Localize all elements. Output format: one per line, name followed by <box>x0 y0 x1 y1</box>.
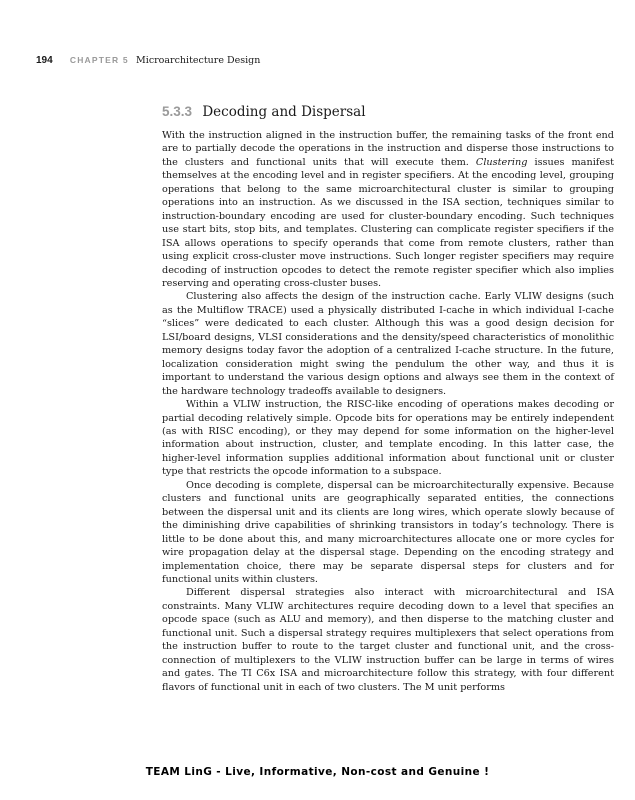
emphasis-clustering: Clustering <box>475 156 528 168</box>
chapter-label: CHAPTER 5 <box>69 55 129 65</box>
chapter-title: Microarchitecture Design <box>136 55 261 66</box>
paragraph-4: Once decoding is complete, dispersal can be microarchitecturally expensive. Because clusters and functional units are geographically separated entities, the connections between the dispersal unit and its clients are long wires, which operate slowly because of the diminishing drive capabilities of shrinking transistors in today’s technology. There is little to be done about this, and many microarchitectures allocate one or more cycles for wire propagation delay at the dispersal stage. Depending on the encoding strategy and implementation choice, there may be separate dispersal steps for clusters and for functional units within clusters. <box>162 479 614 585</box>
paragraph-2: Clustering also affects the design of the instruction cache. Early VLIW designs (such as the Multiflow TRACE) used a physically distributed I-cache in which individual I-cache “slices” were dedicated to each cluster. Although this was a good design decision for LSI/board designs, VLSI considerations and the density/speed characteristics of monolithic memory designs today favor the adoption of a centralized I-cache structure. In the future, localization consideration might swing the pendulum the other way, and thus it is important to understand the various design options and always see them in the context of the hardware technology tradeoffs available to designers. <box>162 291 614 397</box>
paragraph-1 <box>162 129 614 290</box>
section-number: 5.3.3 <box>162 104 193 119</box>
section-title: Decoding and Dispersal <box>202 104 366 120</box>
section-heading <box>162 104 366 120</box>
footer-banner: TEAM LinG - Live, Informative, Non-cost and Genuine ! <box>145 766 490 778</box>
running-header <box>36 54 260 67</box>
paragraph-5: Different dispersal strategies also interact with microarchitectural and ISA constraints. Many VLIW architectures require decoding down to a level that specifies an opcode space (such as ALU and memory), and then disperse to the matching cluster and functional unit. Such a dispersal strategy requires multiplexers that select operations from the instruction buffer to route to the target cluster and functional unit, and the cross-connection of multiplexers to the VLIW instruction buffer can be large in terms of wires and gates. The TI C6x ISA and microarchitecture follow this strategy, with four different flavors of functional unit in each of two clusters. The M unit performs <box>162 587 614 693</box>
body-text <box>162 129 614 694</box>
paragraph-3: Within a VLIW instruction, the RISC-like encoding of operations makes decoding or partial decoding relatively simple. Opcode bits for operations may be entirely independent (as with RISC encoding), or they may depend for some information on the higher-level information about instruction, cluster, and template encoding. In this latter case, the higher-level information supplies additional information about functional unit or cluster type that restricts the opcode information to a subspace. <box>162 399 614 478</box>
page-number: 194 <box>36 55 53 66</box>
paragraph-1-part-2: issues manifest themselves at the encoding level and in register specifiers. At the encoding level, grouping operations that belong to the same microarchitectural cluster is similar to grouping operations into an instruction. As we discussed in the ISA section, techniques similar to instruction-boundary encoding are used for cluster-boundary encoding. Such techniques use start bits, stop bits, and templates. Clustering can complicate register specifiers if the ISA allows operations to specify operands that come from remote clusters, rather than using explicit cross-cluster move instructions. Such longer register specifiers may require decoding of instruction opcodes to detect the remote register specifier which also implies reserving and operating cross-cluster buses. <box>162 156 614 289</box>
paragraph-1-part-1: With the instruction aligned in the instruction buffer, the remaining tasks of the front end are to partially decode the operations in the instruction and disperse those instructions to the clusters and functional units that will execute them. <box>162 130 614 168</box>
